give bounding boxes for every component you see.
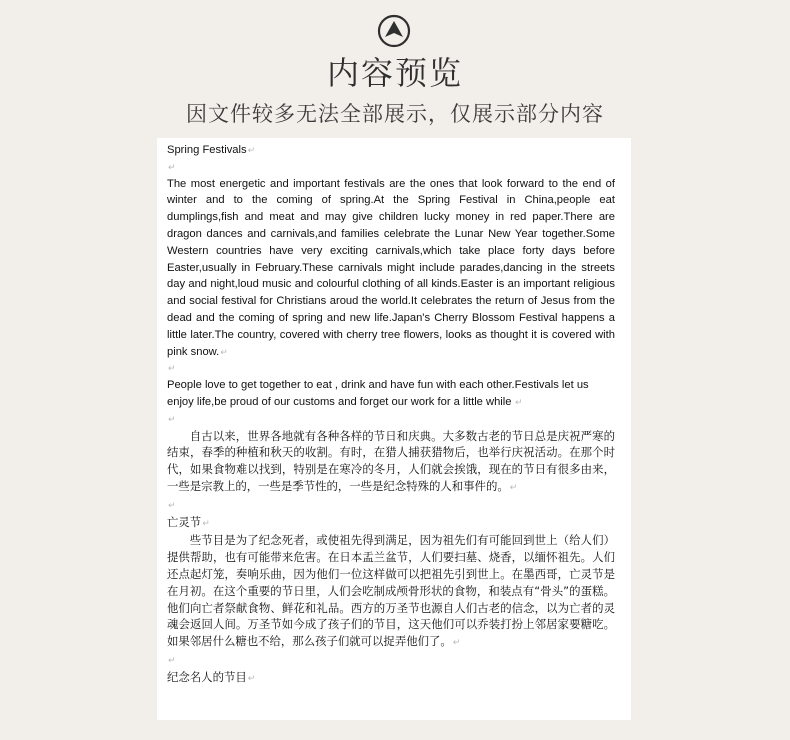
preview-header <box>0 0 790 140</box>
document-content: Spring Festivals↵ ↵ The most energetic and important festivals are the ones that look forward to the end of winter and to the coming of spring.At the Spring Festival in China,people eat dumplings,fish and meat and may give children lucky money in red paper.There are dragon dances and carnivals,and families celebrate the Lunar New Year together.Some Western countries have very exciting carnivals,which take place forty days before Easter,usually in February.These carnivals might include parades,dancing in the streets day and night,loud music and colourful clothing of all kinds.Easter is an important religious and social festival for Christians aroud the world.It celebrates the return of Jesus from the dead and the coming of spring and new life.Japan's Cherry Blossom Festival happens a little later.The country, covered with cherry tree flowers, looks as thought it is covered with pink snow.↵ ↵ People love to get together to eat , drink and have fun with each other.Festivals let us enjoy life,be proud of our customs and forget our work for a little while ↵ ↵ 自古以来，世界各地就有各种各样的节日和庆典。大多数古老的节日总是庆祝严寒的结束，春季的种植和秋天的收割。有时，在猎人捕获猎物后，也举行庆祝活动。在那个时代，如果食物难以找到，特别是在寒冷的冬月，人们就会挨饿，现在的节日有很多由来，一些是宗教上的，一些是季节性的，一些是纪念特殊的人和事件的。↵ ↵ 亡灵节↵ 些节目是为了纪念死者，或使祖先得到满足，因为祖先们有可能回到世上（给人们）提供帮助，也有可能带来危害。在日本盂兰盆节，人们要扫墓、烧香，以缅怀祖先。人们还点起灯笼，奏响乐曲，因为他们一位这样做可以把祖先引到世上。在墨西哥，亡灵节是在月初。在这个重要的节日里，人们会吃制成颅骨形状的食物，和装点有“骨头”的蛋糕。他们向亡者祭献食物、鲜花和礼品。西方的万圣节也源自人们古老的信念，以为亡者的灵魂会返回人间。万圣节如今成了孩子们的节目，这天他们可以乔装打扮上邻居家要糖吃。如果邻居什么糖也不给，那么孩子们就可以捉弄他们了。↵ ↵ 纪念名人的节目↵ <box>167 142 615 688</box>
section-heading: 纪念名人的节目↵ <box>167 669 256 684</box>
paragraph: 自古以来，世界各地就有各种各样的节日和庆典。大多数古老的节日总是庆祝严寒的结束，春季的种植和秋天的收割。有时，在猎人捕获猎物后，也举行庆祝活动。在那个时代，如果食物难以找到，特别是在寒冷的冬月，人们就会挨饿，现在的节日有很多由来，一些是宗教上的，一些是季节性的，一些是纪念特殊的人和事件的。↵ <box>167 428 615 493</box>
document-heading: Spring Festivals↵ <box>167 144 256 156</box>
upload-arrow-icon <box>377 14 411 48</box>
page-subtitle: 因文件较多无法全部展示，仅展示部分内容 <box>186 102 604 126</box>
paragraph: 些节目是为了纪念死者，或使祖先得到满足，因为祖先们有可能回到世上（给人们）提供帮助，也有可能带来危害。在日本盂兰盆节，人们要扫墓、烧香，以缅怀祖先。人们还点起灯笼，奏响乐曲，因为他们一位这样做可以把祖先引到世上。在墨西哥，亡灵节是在月初。在这个重要的节日里，人们会吃制成颅骨形状的食物，和装点有“骨头”的蛋糕。他们向亡者祭献食物、鲜花和礼品。西方的万圣节也源自人们古老的信念，以为亡者的灵魂会返回人间。万圣节如今成了孩子们的节目，这天他们可以乔装打扮上邻居家要糖吃。如果邻居什么糖也不给，那么孩子们就可以捉弄他们了。↵ <box>167 533 615 649</box>
paragraph: The most energetic and important festivals are the ones that look forward to the end of winter and to the coming of spring.At the Spring Festival in China,people eat dumplings,fish and meat and may give children lucky money in red paper.There are dragon dances and carnivals,and families celebrate the Lunar New Year together.Some Western countries have very exciting carnivals,which take place forty days before Easter,usually in February.These carnivals might include parades,dancing in the streets day and night,loud music and colourful clothing of all kinds.Easter is an important religious and social festival for Christians aroud the world.It celebrates the return of Jesus from the dead and the coming of spring and new life.Japan's Cherry Blossom Festival happens a little later.The country, covered with cherry tree flowers, looks as thought it is covered with pink snow.↵ <box>167 177 615 358</box>
document-page <box>157 138 631 720</box>
section-heading: 亡灵节↵ <box>167 514 210 529</box>
paragraph: People love to get together to eat , drink and have fun with each other.Festivals let us enjoy life,be proud of our customs and forget our work for a little while ↵ <box>167 379 589 408</box>
page-title: 内容预览 <box>326 54 463 92</box>
